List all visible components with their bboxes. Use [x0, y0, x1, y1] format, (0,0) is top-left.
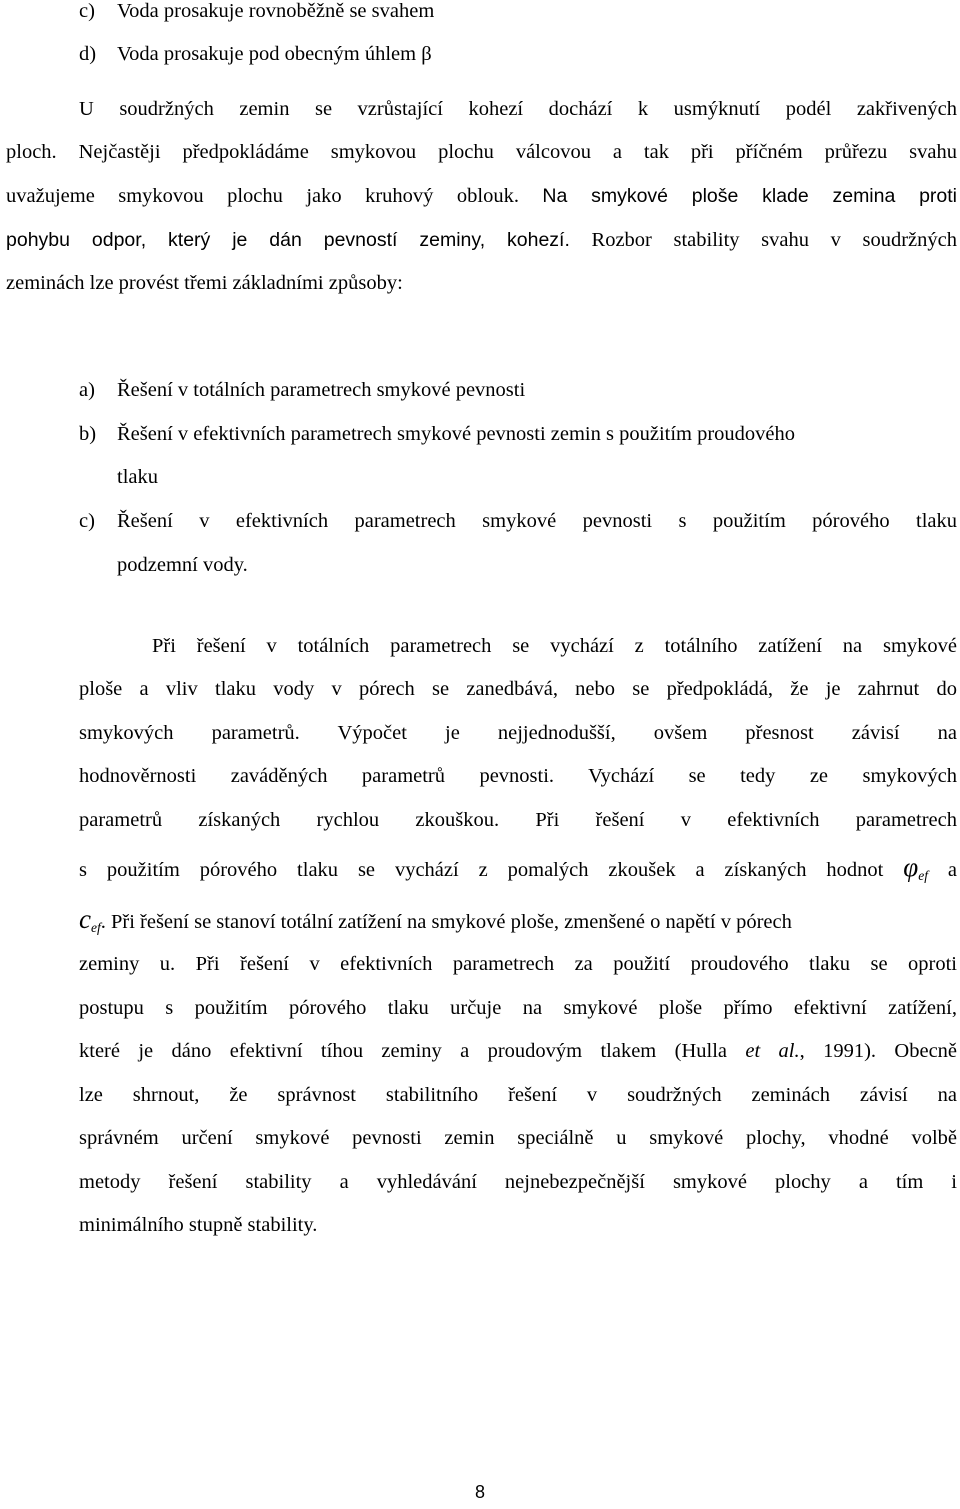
citation-year: , 1991). Obecně — [799, 1040, 958, 1062]
citation-et-al: et al. — [745, 1040, 800, 1062]
citation — [745, 1040, 957, 1062]
phi-subscript: ef — [918, 868, 928, 883]
list-marker: d) — [79, 43, 97, 65]
para1-line — [6, 219, 957, 263]
list-text-continuation: podzemní vody. — [117, 554, 248, 576]
list-marker: b) — [79, 423, 97, 445]
para1-text-sans: pohybu odpor, který je dán pevností zeminy, kohezí. — [6, 229, 570, 251]
list-text: Řešení v totálních parametrech smykové pevnosti — [117, 379, 526, 401]
list-text: Voda prosakuje pod obecným úhlem β — [117, 43, 432, 65]
para2-line: parametrů získaných rychlou zkouškou. Při řešení v efektivních parametrech — [79, 809, 957, 831]
list-text: Řešení v efektivních parametrech smykové pevnosti s použitím pórového tlaku — [117, 510, 957, 532]
para1-line: ploch. Nejčastěji předpokládáme smykovou plochu válcovou a tak při příčném průřezu svahu — [6, 141, 957, 163]
para2-line: smykových parametrů. Výpočet je nejjednodušší, ovšem přesnost závisí na — [79, 722, 957, 744]
para1-text: uvažujeme smykovou plochu jako kruhový oblouk. — [6, 185, 519, 207]
para1-text-sans: Na smykové ploše klade zemina proti — [542, 185, 958, 207]
para2-line-with-phi — [79, 846, 957, 890]
para2-line: metody řešení stability a vyhledávání nejnebezpečnější smykové plochy a tím i — [79, 1171, 957, 1193]
para2-line: lze shrnout, že správnost stabilitního řešení v soudržných zeminách závisí na — [79, 1084, 957, 1106]
para2-text: které je dáno efektivní tíhou zeminy a proudovým tlakem (Hulla — [79, 1040, 727, 1062]
list-text: Řešení v efektivních parametrech smykové pevnosti zemin s použitím proudového — [117, 423, 796, 445]
para2-line-with-citation — [79, 1030, 957, 1074]
para2-text: s použitím pórového tlaku se vychází z pomalých zkoušek a získaných hodnot — [79, 859, 884, 881]
para1-text: Rozbor stability svahu v soudržných — [591, 229, 958, 251]
para2-line: Při řešení v totálních parametrech se vychází z totálního zatížení na smykové — [152, 635, 957, 657]
para2-text: a — [947, 859, 957, 881]
c-subscript: ef — [90, 920, 101, 935]
phi-symbol: φ — [903, 852, 919, 882]
list-marker: c) — [79, 510, 95, 532]
list-marker: a) — [79, 379, 95, 401]
para2-line: zeminy u. Při řešení v efektivních parametrech za použití proudového tlaku se oproti — [79, 953, 957, 975]
list-text-continuation: tlaku — [117, 466, 158, 488]
para1-line: zeminách lze provést třemi základními způsoby: — [6, 272, 403, 294]
para2-line: postupu s použitím pórového tlaku určuje na smykové ploše přímo efektivní zatížení, — [79, 997, 957, 1019]
para2-line-with-c — [79, 898, 957, 942]
para2-line: minimálního stupně stability. — [79, 1214, 318, 1236]
list-marker: c) — [79, 0, 95, 22]
para2-text: . Při řešení se stanoví totální zatížení na smykové ploše, zmenšené o napětí v pórech — [100, 911, 792, 933]
list-text: Voda prosakuje rovnoběžně se svahem — [117, 0, 435, 22]
page-number: 8 — [474, 1482, 485, 1502]
para1-line: U soudržných zemin se vzrůstající kohezí dochází k usmýknutí podél zakřivených — [79, 98, 957, 120]
para2-line: správném určení smykové pevnosti zemin speciálně u smykové plochy, vhodné volbě — [79, 1127, 957, 1149]
para2-line: ploše a vliv tlaku vody v pórech se zanedbává, nebo se předpokládá, že je zahrnut do — [79, 678, 957, 700]
c-symbol: c — [79, 904, 91, 934]
para2-line: hodnověrnosti zaváděných parametrů pevnosti. Vychází se tedy ze smykových — [79, 765, 957, 787]
phi-ef-symbol — [903, 852, 928, 883]
para1-line — [6, 175, 957, 219]
